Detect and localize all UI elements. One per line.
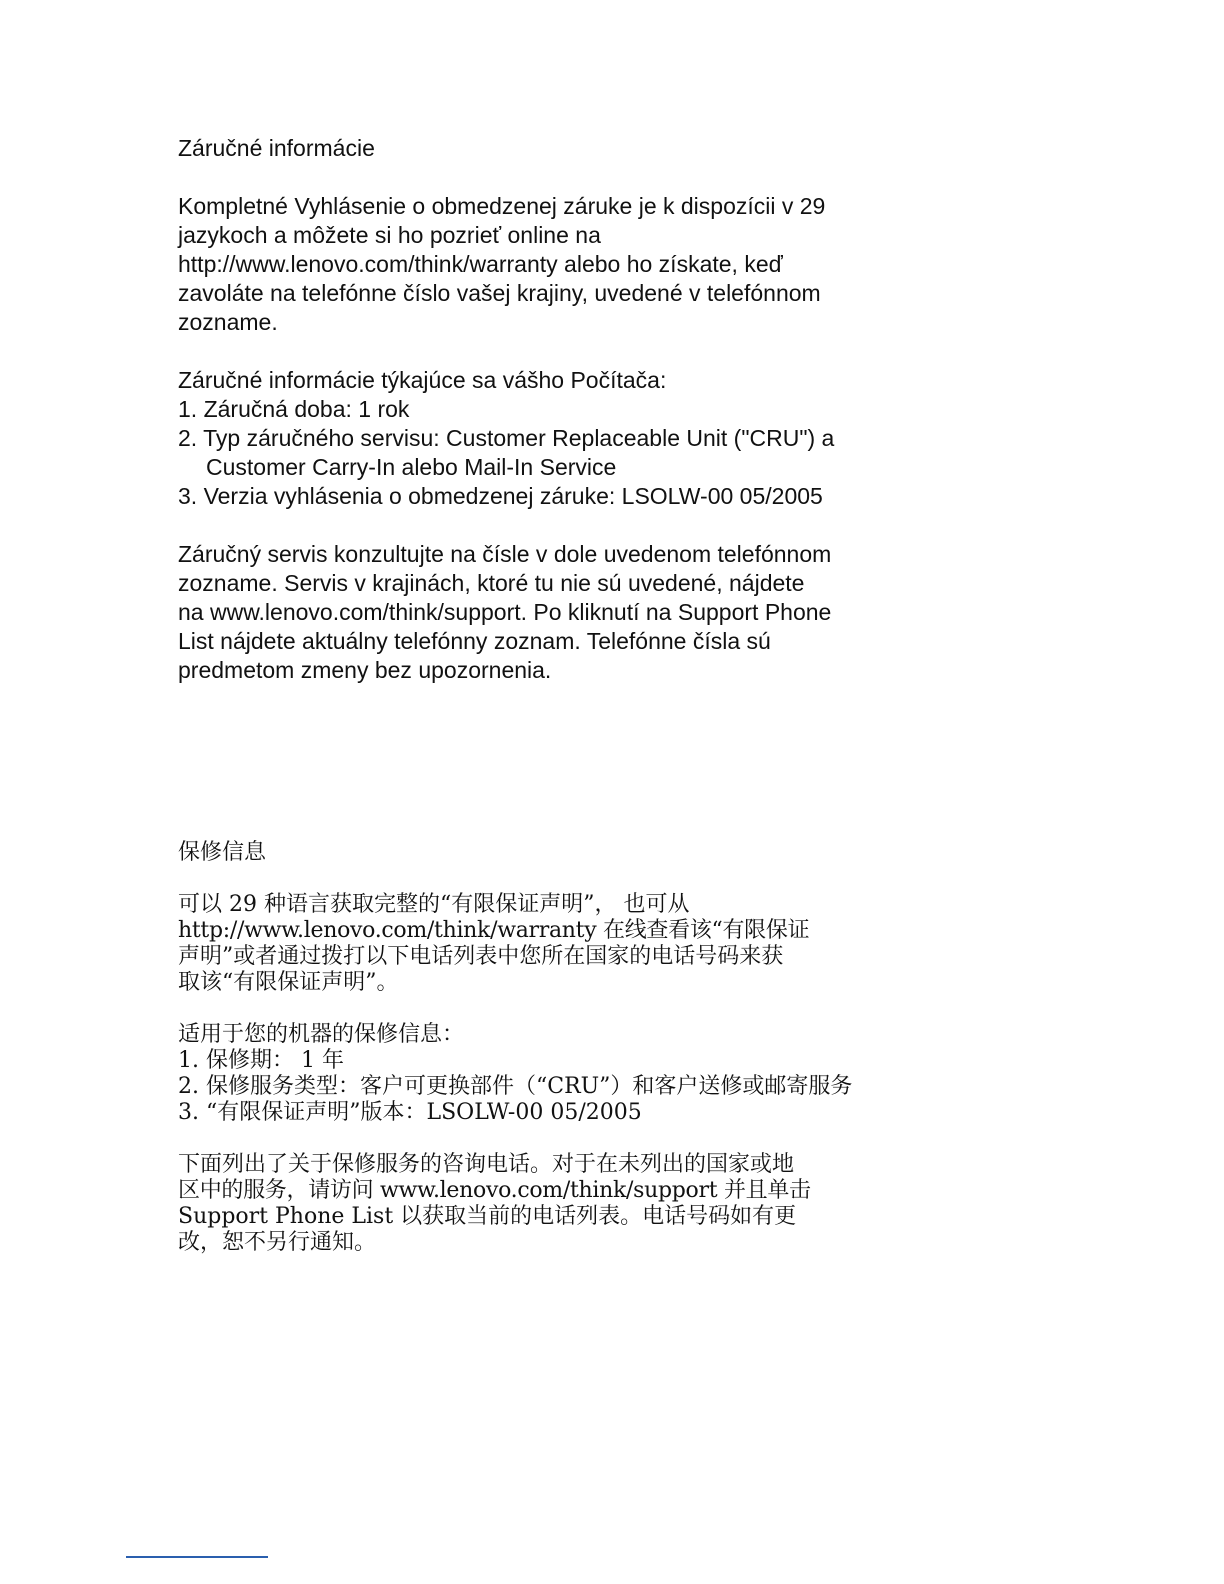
slovak-service-line: zozname. Servis v krajinách, ktoré tu nie sú uvedené, nájdete (178, 570, 805, 596)
slovak-intro-line: zozname. (178, 309, 278, 335)
slovak-service-line: Záručný servis konzultujte na čísle v dole uvedenom telefónnom (178, 541, 832, 567)
slovak-intro-line: Kompletné Vyhlásenie o obmedzenej záruke je k dispozícii v 29 (178, 193, 826, 219)
chinese-intro-line: 可以 29 种语言获取完整的“有限保证声明”， 也可从 (178, 892, 690, 917)
slovak-intro-line: zavoláte na telefónne číslo vašej krajiny, uvedené v telefónnom (178, 280, 821, 306)
slovak-intro-paragraph (178, 192, 938, 337)
chinese-intro-paragraph (178, 892, 938, 996)
slovak-service-line: na www.lenovo.com/think/support. Po kliknutí na Support Phone (178, 599, 832, 625)
footer-rule (126, 1556, 268, 1558)
slovak-list-item: 2. Typ záručného servisu: Customer Replaceable Unit ("CRU") a Customer Carry-In alebo Mail-In Service (178, 425, 835, 480)
chinese-list-heading: 适用于您的机器的保修信息： (178, 1022, 465, 1047)
slovak-list-heading: Záručné informácie týkajúce sa vášho Počítača: (178, 367, 667, 393)
chinese-warranty-list (178, 1022, 938, 1126)
slovak-warranty-section (178, 134, 938, 685)
chinese-service-line: 下面列出了关于保修服务的咨询电话。对于在未列出的国家或地 (178, 1152, 795, 1177)
slovak-list-item: 3. Verzia vyhlásenia o obmedzenej záruke: LSOLW-00 05/2005 (178, 483, 823, 509)
slovak-service-paragraph (178, 540, 938, 685)
slovak-title: Záručné informácie (178, 135, 375, 161)
chinese-service-line: 区中的服务，请访问 www.lenovo.com/think/support 并且单击 (178, 1178, 811, 1203)
chinese-service-line: 改，恕不另行通知。 (178, 1230, 377, 1255)
chinese-service-line: Support Phone List 以获取当前的电话列表。电话号码如有更 (178, 1204, 797, 1229)
slovak-intro-line: http://www.lenovo.com/think/warranty alebo ho získate, keď (178, 251, 783, 277)
chinese-warranty-section (178, 840, 938, 1256)
slovak-intro-line: jazykoch a môžete si ho pozrieť online na (178, 222, 601, 248)
slovak-service-line: predmetom zmeny bez upozornenia. (178, 657, 552, 683)
slovak-service-line: List nájdete aktuálny telefónny zoznam. Telefónne čísla sú (178, 628, 771, 654)
slovak-list-item: 1. Záručná doba: 1 rok (178, 396, 410, 422)
chinese-list-item: 3. “有限保证声明”版本：LSOLW-00 05/2005 (178, 1100, 642, 1125)
slovak-warranty-list (178, 366, 938, 511)
chinese-list-item: 2. 保修服务类型：客户可更换部件（“CRU”）和客户送修或邮寄服务 (178, 1074, 853, 1099)
chinese-intro-line: 取该“有限保证声明”。 (178, 970, 399, 995)
chinese-service-paragraph (178, 1152, 938, 1256)
chinese-list-item: 1. 保修期： 1 年 (178, 1048, 344, 1073)
chinese-intro-line: 声明”或者通过拨打以下电话列表中您所在国家的电话号码来获 (178, 944, 784, 969)
chinese-title: 保修信息 (178, 840, 267, 865)
chinese-intro-line: http://www.lenovo.com/think/warranty 在线查看该“有限保证 (178, 918, 810, 943)
